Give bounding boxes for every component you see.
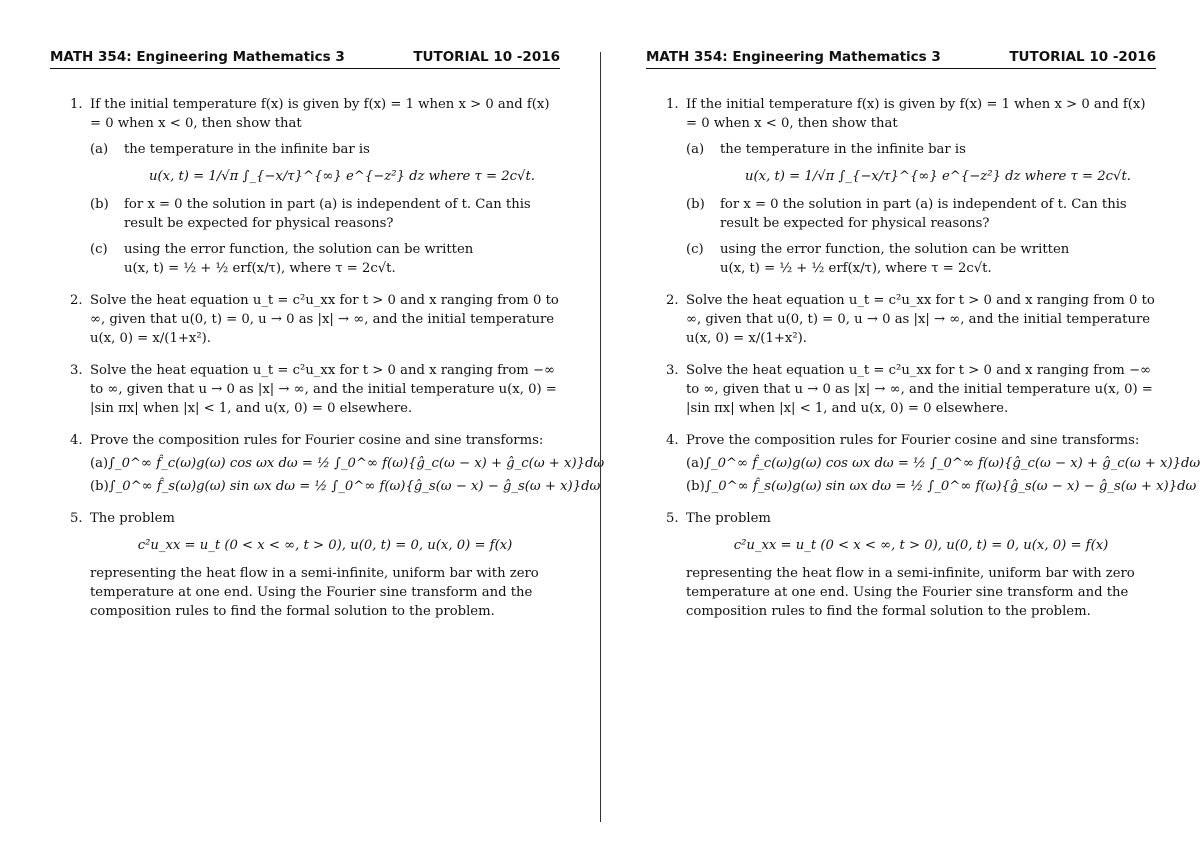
- problem-2: [646, 291, 1156, 348]
- tutorial-sheet-right: [646, 48, 1200, 634]
- problem-number: 2.: [666, 293, 679, 308]
- problem-part: [90, 140, 560, 186]
- tutorial-title: TUTORIAL 10 -2016: [413, 49, 560, 65]
- part-label: (b): [90, 197, 109, 212]
- problem-3: [50, 361, 560, 418]
- problem-part: [90, 240, 560, 278]
- problem-part: [686, 240, 1156, 278]
- sheet-header: [646, 48, 1156, 69]
- display-equation: c²u_xx = u_t (0 < x < ∞, t > 0), u(0, t) = 0, u(x, 0) = f(x): [137, 538, 513, 553]
- problem-text: Solve the heat equation u_t = c²u_xx for t > 0 and x ranging from −∞ to ∞, given that u → 0 as |x| → ∞, and the initial temperature u(x, 0) = |sin πx| when |x| < 1, and u(x, 0) = 0 elsewhere.: [90, 363, 557, 416]
- composition-rule: [90, 454, 605, 473]
- problem-text: If the initial temperature f(x) is given by f(x) = 1 when x > 0 and f(x) = 0 when x < 0, then show that: [686, 97, 1146, 131]
- part-equation: u(x, t) = ½ + ½ erf(x/τ), where τ = 2c√t.: [720, 261, 992, 276]
- rule-equation: ∫_0^∞ f̂_c(ω)g(ω) cos ωx dω = ½ ∫_0^∞ f(ω){ĝ_c(ω − x) + ĝ_c(ω + x)}dω: [108, 456, 605, 471]
- rule-equation: ∫_0^∞ f̂_s(ω)g(ω) sin ωx dω = ½ ∫_0^∞ f(ω){ĝ_s(ω − x) − ĝ_s(ω + x)}dω: [108, 479, 601, 494]
- part-text: for x = 0 the solution in part (a) is independent of t. Can this result be expected for physical reasons?: [720, 197, 1127, 231]
- problem-text: Solve the heat equation u_t = c²u_xx for t > 0 and x ranging from 0 to ∞, given that u(0, t) = 0, u → 0 as |x| → ∞, and the initial temperature u(x, 0) = x/(1+x²).: [90, 293, 559, 346]
- page-divider-line: [600, 52, 601, 822]
- problem-text: Prove the composition rules for Fourier cosine and sine transforms:: [686, 433, 1140, 448]
- rule-equation: ∫_0^∞ f̂_c(ω)g(ω) cos ωx dω = ½ ∫_0^∞ f(ω){ĝ_c(ω − x) + ĝ_c(ω + x)}dω: [704, 456, 1200, 471]
- composition-rule: [686, 477, 1197, 496]
- part-equation: u(x, t) = ½ + ½ erf(x/τ), where τ = 2c√t.: [124, 261, 396, 276]
- problem-1: [50, 95, 560, 278]
- problem-5: [646, 509, 1156, 621]
- part-label: (a): [686, 142, 705, 157]
- composition-rule: [90, 477, 601, 496]
- part-label: (c): [686, 242, 704, 257]
- problem-number: 3.: [70, 363, 83, 378]
- problem-number: 1.: [70, 97, 83, 112]
- problem-number: 4.: [666, 433, 679, 448]
- sheet-header: [50, 48, 560, 69]
- problem-part: [90, 195, 560, 233]
- problem-number: 4.: [70, 433, 83, 448]
- problem-number: 2.: [70, 293, 83, 308]
- problem-part: [686, 140, 1156, 186]
- course-title: MATH 354: Engineering Mathematics 3: [50, 49, 345, 65]
- display-equation: u(x, t) = 1/√π ∫_{−x/τ}^{∞} e^{−z²} dz where τ = 2c√t.: [745, 169, 1131, 184]
- part-text: for x = 0 the solution in part (a) is independent of t. Can this result be expected for physical reasons?: [124, 197, 531, 231]
- composition-rule: [686, 454, 1200, 473]
- problem-4: [646, 431, 1200, 496]
- problem-number: 3.: [666, 363, 679, 378]
- part-label: (c): [90, 242, 108, 257]
- part-text: using the error function, the solution can be written: [720, 242, 1070, 257]
- problem-number: 5.: [666, 511, 679, 526]
- problem-list: [646, 95, 1200, 621]
- part-text: the temperature in the infinite bar is: [124, 142, 370, 157]
- problem-5: [50, 509, 560, 621]
- part-text: using the error function, the solution can be written: [124, 242, 474, 257]
- problem-part: [686, 195, 1156, 233]
- part-label: (b): [686, 479, 705, 494]
- display-equation: c²u_xx = u_t (0 < x < ∞, t > 0), u(0, t) = 0, u(x, 0) = f(x): [733, 538, 1109, 553]
- tutorial-sheet-left: [50, 48, 605, 634]
- problem-3: [646, 361, 1156, 418]
- problem-text: The problem: [90, 511, 175, 526]
- problem-text: If the initial temperature f(x) is given by f(x) = 1 when x > 0 and f(x) = 0 when x < 0, then show that: [90, 97, 550, 131]
- problem-2: [50, 291, 560, 348]
- part-text: the temperature in the infinite bar is: [720, 142, 966, 157]
- problem-text: Prove the composition rules for Fourier cosine and sine transforms:: [90, 433, 544, 448]
- problem-1: [646, 95, 1156, 278]
- problem-text-continued: representing the heat flow in a semi-infinite, uniform bar with zero temperature at one end. Using the Fourier sine transform and the composition rules to find the formal solution to the problem.: [686, 566, 1135, 619]
- problem-text: Solve the heat equation u_t = c²u_xx for t > 0 and x ranging from 0 to ∞, given that u(0, t) = 0, u → 0 as |x| → ∞, and the initial temperature u(x, 0) = x/(1+x²).: [686, 293, 1155, 346]
- problem-list: [50, 95, 605, 621]
- part-label: (b): [90, 479, 109, 494]
- tutorial-title: TUTORIAL 10 -2016: [1009, 49, 1156, 65]
- part-label: (a): [90, 456, 109, 471]
- problem-number: 5.: [70, 511, 83, 526]
- problem-4: [50, 431, 605, 496]
- course-title: MATH 354: Engineering Mathematics 3: [646, 49, 941, 65]
- display-equation: u(x, t) = 1/√π ∫_{−x/τ}^{∞} e^{−z²} dz where τ = 2c√t.: [149, 169, 535, 184]
- part-label: (a): [90, 142, 109, 157]
- rule-equation: ∫_0^∞ f̂_s(ω)g(ω) sin ωx dω = ½ ∫_0^∞ f(ω){ĝ_s(ω − x) − ĝ_s(ω + x)}dω: [704, 479, 1197, 494]
- part-label: (b): [686, 197, 705, 212]
- problem-text-continued: representing the heat flow in a semi-infinite, uniform bar with zero temperature at one end. Using the Fourier sine transform and the composition rules to find the formal solution to the problem.: [90, 566, 539, 619]
- part-label: (a): [686, 456, 705, 471]
- problem-number: 1.: [666, 97, 679, 112]
- problem-text: Solve the heat equation u_t = c²u_xx for t > 0 and x ranging from −∞ to ∞, given that u → 0 as |x| → ∞, and the initial temperature u(x, 0) = |sin πx| when |x| < 1, and u(x, 0) = 0 elsewhere.: [686, 363, 1153, 416]
- problem-text: The problem: [686, 511, 771, 526]
